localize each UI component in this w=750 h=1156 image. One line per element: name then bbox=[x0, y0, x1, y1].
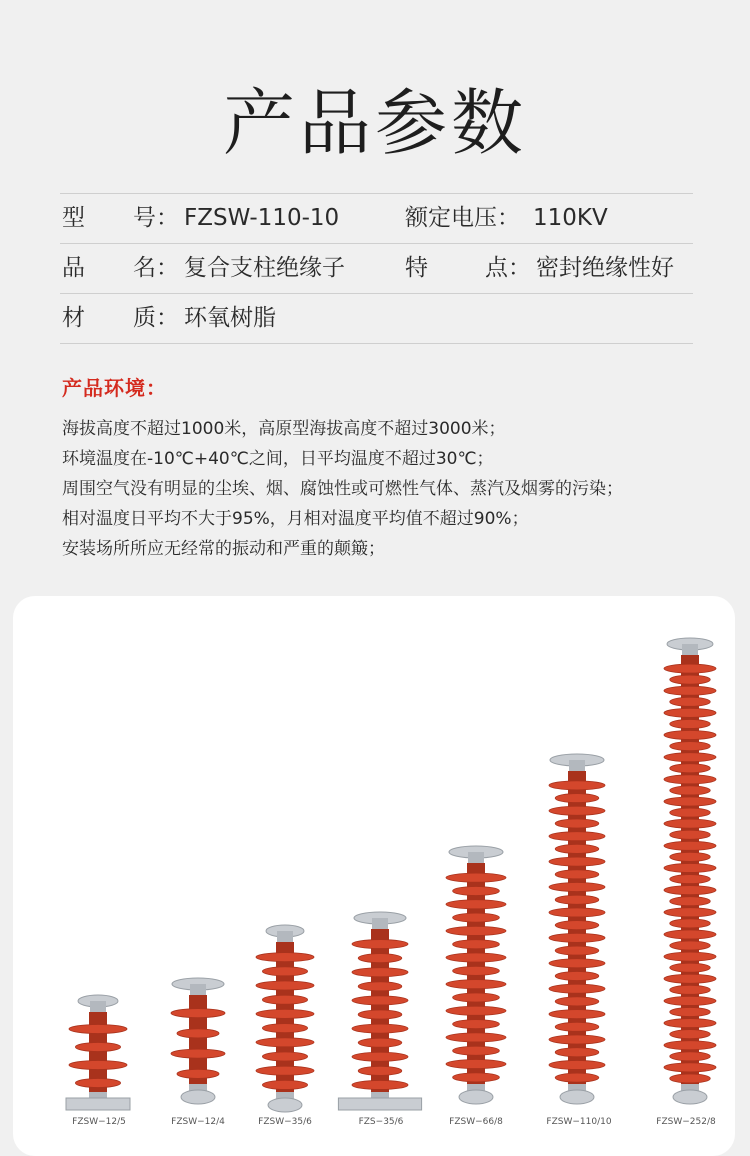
insulator-shed bbox=[664, 908, 716, 917]
insulator-shed bbox=[75, 1079, 120, 1088]
insulator-unit bbox=[171, 978, 225, 1104]
insulator-shed bbox=[670, 719, 711, 728]
product-label: FZSW−252/8 bbox=[656, 1117, 716, 1127]
insulator-base-flange bbox=[673, 1090, 707, 1104]
insulator-unit bbox=[549, 754, 605, 1104]
param-value-voltage: 110KV bbox=[533, 205, 608, 231]
insulator-shed bbox=[549, 908, 605, 917]
insulator-shed bbox=[670, 764, 711, 773]
insulator-shed bbox=[664, 1019, 716, 1028]
insulator-shed bbox=[555, 921, 599, 930]
param-value-material: 环氧树脂 bbox=[184, 305, 276, 331]
insulator-shed bbox=[256, 1066, 314, 1075]
insulator-shed bbox=[453, 993, 500, 1002]
insulator-shed bbox=[670, 830, 711, 839]
product-label: FZSW−12/4 bbox=[171, 1117, 225, 1127]
insulator-shed bbox=[664, 708, 716, 717]
insulator-shed bbox=[549, 933, 605, 942]
insulator-shed bbox=[664, 753, 716, 762]
insulator-shed bbox=[171, 1009, 225, 1018]
insulator-shed bbox=[670, 852, 711, 861]
insulator-shed bbox=[670, 963, 711, 972]
insulator-shed bbox=[670, 697, 711, 706]
insulator-shed bbox=[358, 1066, 402, 1075]
insulator-base-flange bbox=[181, 1090, 215, 1104]
environment-heading: 产品环境： bbox=[62, 376, 167, 400]
param-key-name-b: 名： bbox=[133, 255, 179, 281]
insulator-shed bbox=[664, 686, 716, 695]
environment-line: 周围空气没有明显的尘埃、烟、腐蚀性或可燃性气体、蒸汽及烟雾的污染； bbox=[62, 479, 623, 499]
insulator-shed bbox=[549, 832, 605, 841]
param-key-voltage: 额定电压： bbox=[405, 205, 520, 231]
insulator-shed bbox=[446, 926, 506, 935]
insulator-shed bbox=[670, 1074, 711, 1083]
param-key-feature-b: 点： bbox=[485, 255, 531, 281]
insulator-shed bbox=[352, 968, 408, 977]
insulator-base-flange bbox=[459, 1090, 493, 1104]
insulator-shed bbox=[177, 1029, 219, 1038]
param-key-model-a: 型 bbox=[62, 205, 85, 231]
insulator-base-plate bbox=[66, 1098, 130, 1110]
insulator-shed bbox=[670, 808, 711, 817]
insulator-shed bbox=[555, 1048, 599, 1057]
insulator-shed bbox=[453, 1046, 500, 1055]
product-label: FZSW−110/10 bbox=[546, 1117, 612, 1127]
product-label: FZSW−66/8 bbox=[449, 1117, 503, 1127]
insulator-shed bbox=[664, 731, 716, 740]
insulator-shed bbox=[256, 953, 314, 962]
insulator-shed bbox=[670, 786, 711, 795]
insulator-top-fitting bbox=[277, 931, 293, 943]
insulator-shed bbox=[549, 1010, 605, 1019]
insulator-base-flange bbox=[560, 1090, 594, 1104]
insulator-top-fitting bbox=[569, 760, 585, 772]
param-key-name-a: 品 bbox=[62, 255, 85, 281]
insulator-shed bbox=[555, 997, 599, 1006]
insulator-shed bbox=[69, 1025, 127, 1034]
insulator-shed bbox=[549, 1060, 605, 1069]
insulator-shed bbox=[549, 883, 605, 892]
insulator-shed bbox=[555, 819, 599, 828]
insulator-shed bbox=[262, 1080, 307, 1089]
insulator-shed bbox=[446, 1060, 506, 1069]
insulator-shed bbox=[453, 966, 500, 975]
insulator-shed bbox=[352, 1052, 408, 1061]
insulator-shed bbox=[262, 995, 307, 1004]
insulator-shed bbox=[262, 1024, 307, 1033]
environment-line: 安装场所所应无经常的振动和严重的颠簸； bbox=[62, 539, 385, 559]
insulator-top-fitting bbox=[190, 984, 206, 996]
insulator-shed bbox=[670, 941, 711, 950]
insulator-top-fitting bbox=[468, 852, 484, 864]
insulator-shed bbox=[453, 1020, 500, 1029]
insulator-shed bbox=[256, 1038, 314, 1047]
insulator-shed bbox=[664, 930, 716, 939]
insulator-unit bbox=[664, 638, 716, 1104]
insulator-shed bbox=[670, 1030, 711, 1039]
insulator-shed bbox=[555, 946, 599, 955]
insulator-shed bbox=[256, 981, 314, 990]
insulator-shed bbox=[555, 895, 599, 904]
insulator-shed bbox=[549, 1035, 605, 1044]
insulator-shed bbox=[453, 886, 500, 895]
insulator-shed bbox=[446, 953, 506, 962]
insulator-shed bbox=[555, 794, 599, 803]
param-key-material-a: 材 bbox=[62, 305, 85, 331]
insulator-shed bbox=[358, 1038, 402, 1047]
insulator-shed bbox=[555, 844, 599, 853]
insulator-shed bbox=[171, 1049, 225, 1058]
product-label: FZS−35/6 bbox=[358, 1117, 404, 1127]
insulator-shed bbox=[549, 959, 605, 968]
insulator-shed bbox=[446, 980, 506, 989]
param-value-name: 复合支柱绝缘子 bbox=[184, 255, 345, 281]
param-value-model: FZSW-110-10 bbox=[184, 205, 340, 231]
insulator-base-flange bbox=[268, 1098, 302, 1112]
insulator-shed bbox=[555, 870, 599, 879]
insulator-base-plate bbox=[338, 1098, 421, 1110]
insulator-shed bbox=[664, 1063, 716, 1072]
param-key-material-b: 质： bbox=[133, 305, 179, 331]
insulator-top-fitting bbox=[90, 1001, 106, 1013]
insulator-shed bbox=[664, 841, 716, 850]
insulator-shed bbox=[670, 675, 711, 684]
param-key-feature-a: 特 bbox=[405, 255, 428, 281]
insulator-shed bbox=[555, 971, 599, 980]
insulator-shed bbox=[549, 806, 605, 815]
insulator-top-fitting bbox=[682, 644, 698, 656]
page-title: 产品参数 bbox=[222, 81, 527, 165]
insulator-shed bbox=[549, 857, 605, 866]
insulator-shed bbox=[664, 775, 716, 784]
insulator-top-fitting bbox=[372, 918, 388, 930]
insulator-unit bbox=[256, 925, 314, 1112]
environment-line: 海拔高度不超过1000米，高原型海拔高度不超过3000米； bbox=[62, 419, 506, 439]
insulator-shed bbox=[352, 1024, 408, 1033]
insulator-shed bbox=[358, 982, 402, 991]
insulator-shed bbox=[69, 1061, 127, 1070]
insulator-unit bbox=[446, 846, 506, 1104]
insulator-shed bbox=[670, 1007, 711, 1016]
product-label: FZSW−12/5 bbox=[72, 1117, 126, 1127]
insulator-shed bbox=[352, 996, 408, 1005]
insulator-shed bbox=[177, 1069, 219, 1078]
insulator-shed bbox=[670, 985, 711, 994]
insulator-shed bbox=[352, 940, 408, 949]
insulator-shed bbox=[549, 781, 605, 790]
insulator-shed bbox=[670, 919, 711, 928]
insulator-shed bbox=[664, 664, 716, 673]
insulator-shed bbox=[358, 1010, 402, 1019]
insulator-shed bbox=[670, 897, 711, 906]
insulator-shed bbox=[670, 875, 711, 884]
insulator-shed bbox=[446, 873, 506, 882]
insulator-shed bbox=[664, 952, 716, 961]
insulator-unit bbox=[66, 995, 130, 1110]
insulator-shed bbox=[555, 1073, 599, 1082]
insulator-shed bbox=[446, 900, 506, 909]
insulator-shed bbox=[555, 1022, 599, 1031]
insulator-shed bbox=[664, 819, 716, 828]
insulator-shed bbox=[75, 1043, 120, 1052]
insulator-shed bbox=[664, 996, 716, 1005]
environment-line: 环境温度在-10℃+40℃之间，日平均温度不超过30℃； bbox=[62, 449, 494, 469]
param-key-model-b: 号： bbox=[133, 205, 179, 231]
param-value-feature: 密封绝缘性好 bbox=[536, 255, 674, 281]
insulator-shed bbox=[670, 1052, 711, 1061]
environment-line: 相对温度日平均不大于95%，月相对温度平均值不超过90%； bbox=[62, 509, 529, 529]
insulator-shed bbox=[664, 974, 716, 983]
insulator-shed bbox=[256, 1009, 314, 1018]
insulator-shed bbox=[670, 742, 711, 751]
insulator-shed bbox=[664, 1041, 716, 1050]
insulator-shed bbox=[262, 1052, 307, 1061]
insulator-shed bbox=[446, 1006, 506, 1015]
insulator-shed bbox=[549, 984, 605, 993]
insulator-shed bbox=[664, 863, 716, 872]
insulator-unit bbox=[338, 912, 421, 1110]
product-label: FZSW−35/6 bbox=[258, 1117, 312, 1127]
insulator-shed bbox=[358, 954, 402, 963]
insulator-shed bbox=[664, 886, 716, 895]
insulator-shed bbox=[453, 913, 500, 922]
insulator-shed bbox=[352, 1080, 408, 1089]
insulator-shed bbox=[262, 967, 307, 976]
insulator-shed bbox=[446, 1033, 506, 1042]
insulator-shed bbox=[453, 940, 500, 949]
insulator-shed bbox=[664, 797, 716, 806]
insulator-shed bbox=[453, 1073, 500, 1082]
